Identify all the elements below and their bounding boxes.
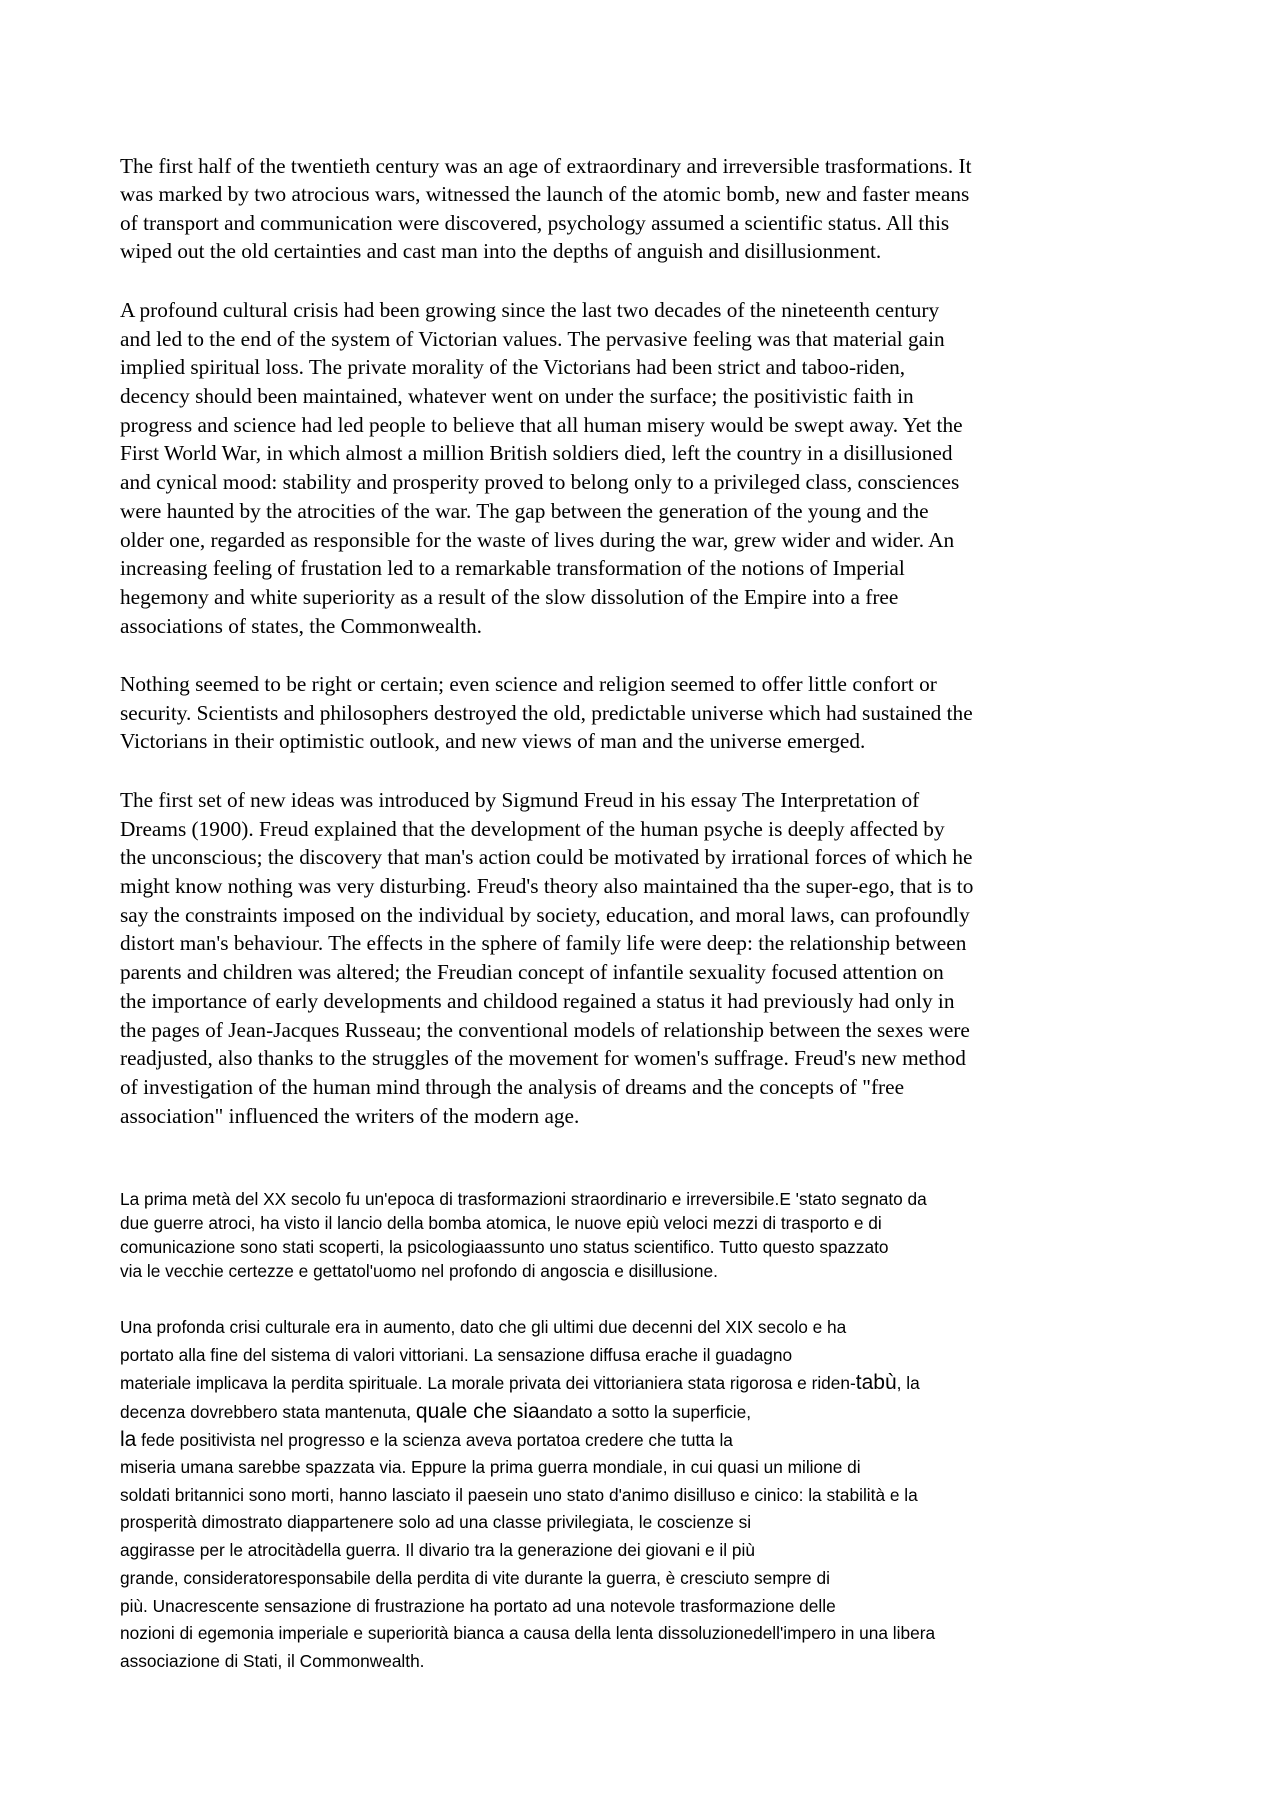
it-p2-line-3-tail: , la [896,1373,920,1393]
en-p2-line-12: associations of states, the Commonwealth. [120,614,482,638]
en-p3-line-3: Victorians in their optimistic outlook, and new views of man and the universe emerged. [120,729,866,753]
it-p2-line-4 [120,1400,751,1424]
en-p4-line-8: the importance of early developments and childood regained a status it had previously had only in [120,989,955,1013]
en-p2-line-1: A profound cultural crisis had been growing since the last two decades of the nineteenth century [120,298,940,322]
en-p3-line-1: Nothing seemed to be right or certain; even science and religion seemed to offer little confort or [120,672,937,696]
en-p2-line-3: implied spiritual loss. The private morality of the Victorians had been strict and taboo-riden, [120,355,906,379]
en-p2-line-11: hegemony and white superiority as a result of the slow dissolution of the Empire into a free [120,585,899,609]
it-p2-line-3-big: tabù [855,1371,897,1394]
it-p2-line-9: aggirasse per le atrocitàdella guerra. Il divario tra la generazione dei giovani e il più [120,1540,755,1560]
en-p1-line-4: wiped out the old certainties and cast man into the depths of anguish and disillusionment. [120,239,882,263]
it-p2-line-4-tail: andato a sotto la superficie, [539,1402,752,1422]
it-p1-line-4: via le vecchie certezze e gettatol'uomo nel profondo di angoscia e disillusione. [120,1261,718,1281]
it-p2-line-3-text: materiale implicava la perdita spirituale. La morale privata dei vittorianiera stata rigorosa e riden- [120,1373,856,1393]
en-p2-line-2: and led to the end of the system of Victorian values. The pervasive feeling was that material gain [120,327,945,351]
it-p2-line-7: soldati britannici sono morti, hanno lasciato il paesein uno stato d'animo disilluso e cinico: la stabilità e la [120,1485,918,1505]
en-p1-line-2: was marked by two atrocious wars, witnessed the launch of the atomic bomb, new and faster means [120,182,970,206]
it-p2-line-6: miseria umana sarebbe spazzata via. Eppure la prima guerra mondiale, in cui quasi un milione di [120,1457,861,1477]
en-p4-line-7: parents and children was altered; the Freudian concept of infantile sexuality focused attention on [120,960,944,984]
en-p4-line-9: the pages of Jean-Jacques Russeau; the conventional models of relationship between the sexes were [120,1018,970,1042]
en-p4-line-11: of investigation of the human mind through the analysis of dreams and the concepts of "free [120,1075,905,1099]
en-p4-line-1: The first set of new ideas was introduced by Sigmund Freud in his essay The Interpretation of [120,788,920,812]
it-p2-line-12: nozioni di egemonia imperiale e superiorità bianca a causa della lenta dissoluzionedell'impero in una libera [120,1623,936,1643]
it-p2-line-10: grande, consideratoresponsabile della perdita di vite durante la guerra, è cresciuto sempre di [120,1568,830,1588]
en-p2-line-8: were haunted by the atrocities of the war. The gap between the generation of the young and the [120,499,929,523]
it-p2-line-11: più. Unacrescente sensazione di frustrazione ha portato ad una notevole trasformazione delle [120,1596,836,1616]
it-p2-line-4-big: quale che sia [415,1400,540,1423]
it-p2-line-5-tail: fede positivista nel progresso e la scienza aveva portatoa credere che tutta la [136,1430,733,1450]
en-p4-line-3: the unconscious; the discovery that man's action could be motivated by irrational forces of which he [120,845,973,869]
en-p4-line-12: association" influenced the writers of the modern age. [120,1104,580,1128]
it-p2-line-2: portato alla fine del sistema di valori vittoriani. La sensazione diffusa erache il guadagno [120,1345,793,1365]
it-p1-line-2: due guerre atroci, ha visto il lancio della bomba atomica, le nuove epiù veloci mezzi di trasporto e di [120,1213,882,1233]
it-p2-line-8: prosperità dimostrato diappartenere solo ad una classe privilegiata, le coscienze si [120,1512,752,1532]
en-p4-line-6: distort man's behaviour. The effects in the sphere of family life were deep: the relationship between [120,931,967,955]
en-p1-line-3: of transport and communication were discovered, psychology assumed a scientific status. All this [120,211,950,235]
it-p2-line-5 [120,1428,733,1452]
en-p2-line-4: decency should been maintained, whatever went on under the surface; the positivistic faith in [120,384,914,408]
it-p2-line-1: Una profonda crisi culturale era in aumento, dato che gli ultimi due decenni del XIX secolo e ha [120,1317,847,1337]
en-p4-line-5: say the constraints imposed on the individual by society, education, and moral laws, can profoundly [120,903,970,927]
it-p2-line-5-big: la [120,1428,137,1451]
it-p1-line-3: comunicazione sono stati scoperti, la psicologiaassunto uno status scientifico. Tutto questo spazzato [120,1237,889,1257]
en-p2-line-9: older one, regarded as responsible for the waste of lives during the war, grew wider and wider. An [120,528,955,552]
it-p2-line-3 [120,1371,920,1395]
it-p1-line-1: La prima metà del XX secolo fu un'epoca di trasformazioni straordinario e irreversibile.E 'stato segnato da [120,1189,927,1209]
en-p4-line-2: Dreams (1900). Freud explained that the development of the human psyche is deeply affected by [120,817,945,841]
en-p4-line-10: readjusted, also thanks to the struggles of the movement for women's suffrage. Freud's new method [120,1046,966,1070]
en-p2-line-7: and cynical mood: stability and prosperity proved to belong only to a privileged class, consciences [120,470,960,494]
en-p1-line-1: The first half of the twentieth century was an age of extraordinary and irreversible trasformations. It [120,154,972,178]
en-p2-line-6: First World War, in which almost a million British soldiers died, left the country in a disillusioned [120,441,953,465]
en-p2-line-5: progress and science had led people to believe that all human misery would be swept away. Yet the [120,413,963,437]
it-p2-line-4-text: decenza dovrebbero stata mantenuta, [120,1402,416,1422]
en-p2-line-10: increasing feeling of frustation led to a remarkable transformation of the notions of Imperial [120,556,905,580]
en-p4-line-4: might know nothing was very disturbing. Freud's theory also maintained tha the super-ego, that is to [120,874,974,898]
it-p2-line-13: associazione di Stati, il Commonwealth. [120,1651,425,1671]
en-p3-line-2: security. Scientists and philosophers destroyed the old, predictable universe which had sustained the [120,701,973,725]
